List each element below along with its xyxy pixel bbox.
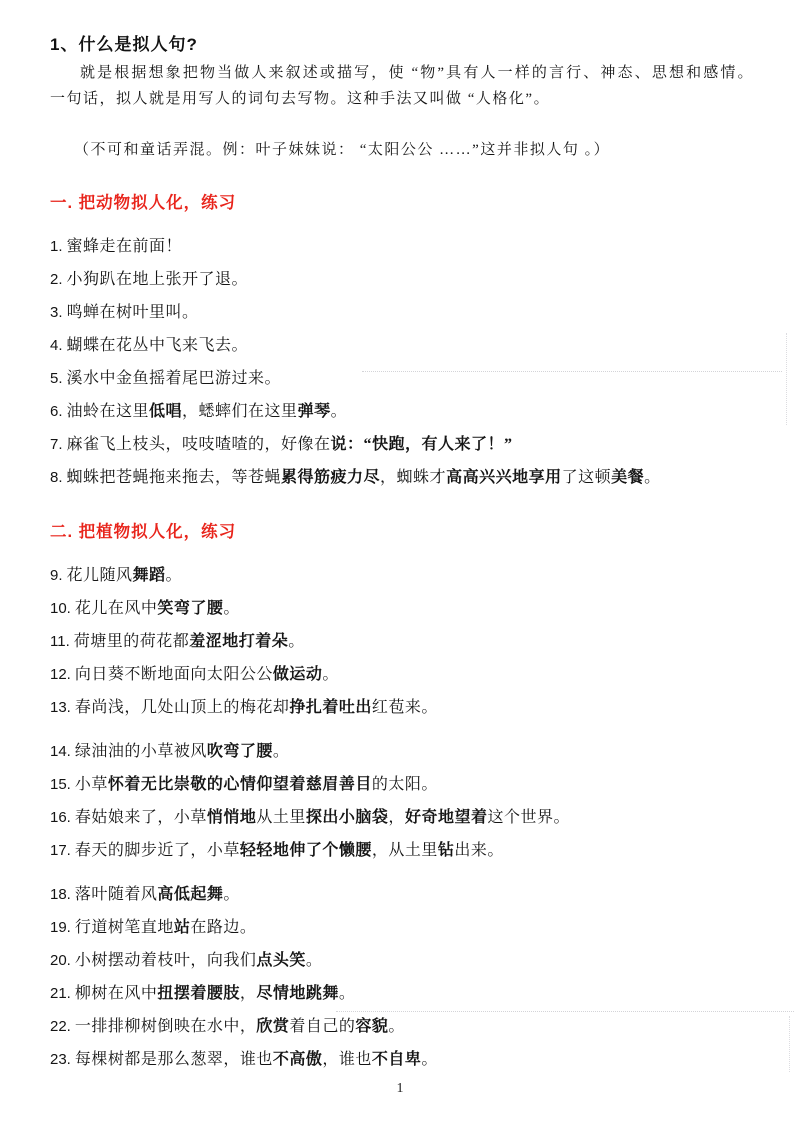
sentence-item-6: 6. 油蛉在这里低唱，蟋蟀们在这里弹琴。 <box>50 403 348 420</box>
item-number: 4. <box>50 337 63 354</box>
sentence-item-14: 14. 绿油油的小草被风吹弯了腰。 <box>50 743 290 760</box>
item-number: 5. <box>50 370 63 387</box>
page-title: 1、什么是拟人句? <box>50 35 198 54</box>
item-number: 17. <box>50 842 71 859</box>
sentence-item-11: 11. 荷塘里的荷花都羞涩地打着朵。 <box>50 633 305 650</box>
note-paragraph: （不可和童话弄混。例：叶子妹妹说： “太阳公公 ……”这并非拟人句 。） <box>74 142 611 158</box>
sentence-item-16: 16. 春姑娘来了，小草悄悄地从土里探出小脑袋，好奇地望着这个世界。 <box>50 809 570 826</box>
worksheet-section-2 <box>50 518 754 1070</box>
item-number: 7. <box>50 436 63 453</box>
section-heading: 二. 把植物拟人化，练习 <box>50 523 237 541</box>
item-number: 15. <box>50 776 71 793</box>
sentence-item-17: 17. 春天的脚步近了，小草轻轻地伸了个懒腰，从土里钻出来。 <box>50 842 504 859</box>
item-number: 10. <box>50 600 71 617</box>
scan-artifact-dotted-line <box>336 1011 794 1012</box>
sentence-item-10: 10. 花儿在风中笑弯了腰。 <box>50 600 240 617</box>
sentence-item-12: 12. 向日葵不断地面向太阳公公做运动。 <box>50 666 339 683</box>
worksheet-section-1 <box>50 189 754 488</box>
item-number: 2. <box>50 271 63 288</box>
intro-paragraph-line-2: 一句话，拟人就是用写人的词句去写物。这种手法又叫做 “人格化”。 <box>50 91 551 107</box>
item-number: 9. <box>50 567 63 584</box>
sentence-item-2: 2. 小狗趴在地上张开了退。 <box>50 271 249 288</box>
sentence-item-19: 19. 行道树笔直地站在路边。 <box>50 919 257 936</box>
item-number: 23. <box>50 1051 71 1068</box>
item-number: 14. <box>50 743 71 760</box>
item-number: 16. <box>50 809 71 826</box>
item-number: 18. <box>50 886 71 903</box>
section-heading: 一. 把动物拟人化，练习 <box>50 194 237 212</box>
item-number: 11. <box>50 633 70 650</box>
sentence-item-3: 3. 鸣蝉在树叶里叫。 <box>50 304 199 321</box>
sections-container <box>50 189 754 1070</box>
sentence-item-20: 20. 小树摆动着枝叶，向我们点头笑。 <box>50 952 323 969</box>
sentence-item-15: 15. 小草怀着无比崇敬的心情仰望着慈眉善目的太阳。 <box>50 776 438 793</box>
sentence-item-5: 5. 溪水中金鱼摇着尾巴游过来。 <box>50 370 282 387</box>
scan-artifact-dotted-line <box>786 333 787 425</box>
item-number: 1. <box>50 238 63 255</box>
sentence-item-21: 21. 柳树在风中扭摆着腰肢，尽情地跳舞。 <box>50 985 356 1002</box>
item-number: 6. <box>50 403 63 420</box>
item-number: 19. <box>50 919 71 936</box>
sentence-item-1: 1. 蜜蜂走在前面！ <box>50 238 183 255</box>
item-number: 8. <box>50 469 63 486</box>
item-number: 13. <box>50 699 71 716</box>
sentence-item-9: 9. 花儿随风舞蹈。 <box>50 567 183 584</box>
item-number: 3. <box>50 304 63 321</box>
sentence-item-4: 4. 蝴蝶在花丛中飞来飞去。 <box>50 337 249 354</box>
sentence-item-23: 23. 每棵树都是那么葱翠，谁也不高傲，谁也不自卑。 <box>50 1051 438 1068</box>
sentence-item-18: 18. 落叶随着风高低起舞。 <box>50 886 240 903</box>
sentence-item-7: 7. 麻雀飞上枝头，吱吱喳喳的，好像在说：“快跑，有人来了！” <box>50 436 513 453</box>
page-number: 1 <box>396 1081 404 1096</box>
intro-paragraph-line-1: 就是根据想象把物当做人来叙述或描写，使 “物”具有人一样的言行、神态、思想和感情。 <box>80 65 754 81</box>
item-number: 21. <box>50 985 71 1002</box>
sentence-item-13: 13. 春尚浅，几处山顶上的梅花却挣扎着吐出红苞来。 <box>50 699 438 716</box>
item-number: 12. <box>50 666 71 683</box>
sentence-item-8: 8. 蜘蛛把苍蝇拖来拖去，等苍蝇累得筋疲力尽，蜘蛛才高高兴兴地享用了这顿美餐。 <box>50 469 661 486</box>
scan-artifact-dotted-line <box>362 371 782 372</box>
item-number: 22. <box>50 1018 71 1035</box>
item-number: 20. <box>50 952 71 969</box>
scan-artifact-dotted-line <box>789 1016 790 1072</box>
sentence-item-22: 22. 一排排柳树倒映在水中，欣赏着自己的容貌。 <box>50 1018 405 1035</box>
